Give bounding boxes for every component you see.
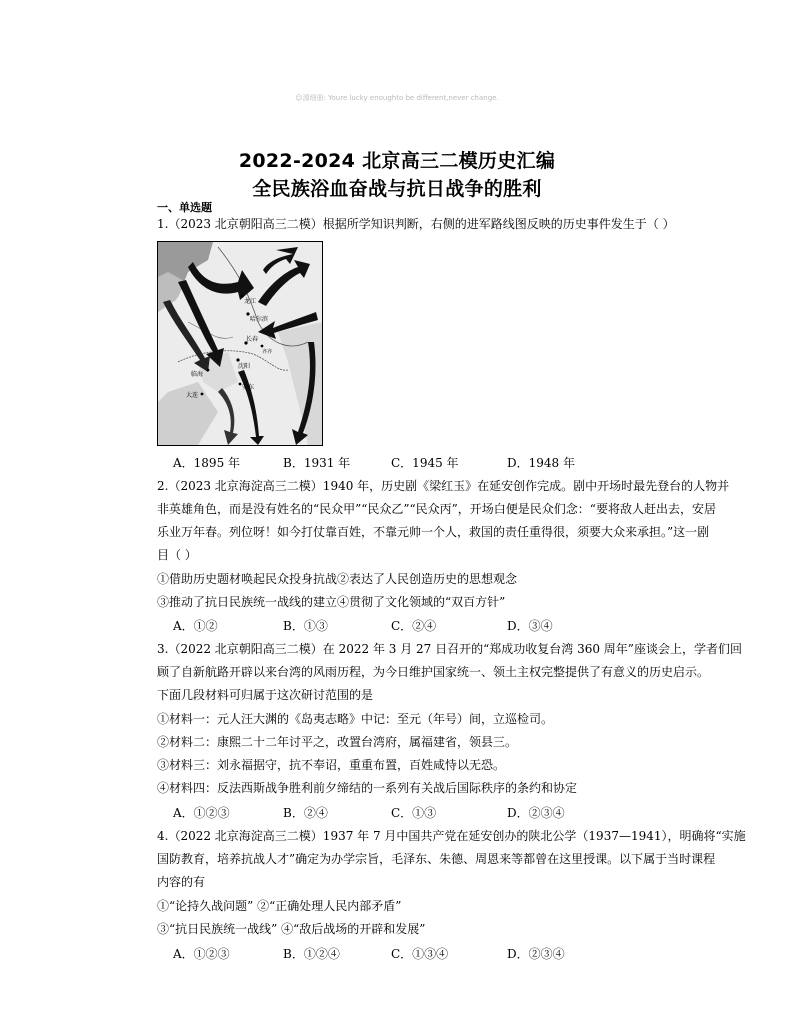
q3-stem-line: 顾了自新航路开辟以来台湾的风雨历程，为今日维护国家统一、领土主权完整提供了有意义的历史启示。 (157, 665, 710, 679)
q4-item-line: ③“抗日民族统一战线” ④“敌后战场的开辟和发展” (157, 922, 426, 936)
map-label: 龙江 (244, 298, 257, 305)
map-label: 安东 (242, 384, 255, 391)
option-a[interactable]: A．①② (173, 619, 218, 633)
option-d[interactable]: D．③④ (507, 619, 553, 633)
q3-item-line: ①材料一：元人汪大渊的《岛夷志略》中记：至元（年号）间，立巡检司。 (157, 712, 554, 726)
q2-stem-line: 非英雄角色，而是没有姓名的“民众甲”“民众乙”“民众丙”，开场白便是民众们念：“要将敌人赶出去，安居 (157, 502, 716, 516)
q3-item-line: ②材料二：康熙二十二年讨平之，改置台湾府，属福建省，领县三。 (157, 735, 518, 749)
option-c[interactable]: C．②④ (391, 619, 437, 633)
q2-stem-line: 乐业万年春。列位呀！如今打仗靠百姓，不靠元帅一个人，救国的责任重得很，须要大众来承担。”这一剧 (157, 525, 710, 539)
q2-stem-line: 2.（2023 北京海淀高三二模）1940 年，历史剧《梁红玉》在延安创作完成。剧中开场时最先登台的人物并 (157, 479, 730, 493)
map-image (158, 242, 322, 445)
map-label: 沈阳 (238, 363, 251, 370)
option-c[interactable]: C．1945 年 (391, 456, 459, 470)
option-a[interactable]: A．①②③ (173, 806, 230, 820)
page-title: 2022-2024 北京高三二模历史汇编 (238, 150, 556, 172)
q4-stem-line: 4.（2022 北京海淀高三二模）1937 年 7 月中国共产党在延安创办的陕北公学（1937—1941），明确将“实施 (157, 829, 746, 843)
map-label: 齐齐 (262, 349, 273, 355)
option-d[interactable]: D．②③④ (507, 947, 565, 961)
march-route-map (157, 241, 323, 446)
option-c[interactable]: C．①③ (391, 806, 437, 820)
option-d[interactable]: D．1948 年 (507, 456, 575, 470)
q2-stem-line: 目（ ） (157, 548, 197, 562)
watermark: ☺源细册: Youre lucky enoughto be different,never change. (295, 94, 499, 102)
q4-stem-line: 国防教育，培养抗战人才”确定为办学宗旨，毛泽东、朱德、周恩来等都曾在这里授课。以下属于当时课程 (157, 852, 716, 866)
option-a[interactable]: A．①②③ (173, 947, 230, 961)
q3-stem-line: 3.（2022 北京朝阳高三二模）在 2022 年 3 月 27 日召开的“郑成功收复台湾 360 周年”座谈会上，学者们回 (157, 642, 742, 656)
map-label: 长春 (246, 336, 259, 343)
q3-item-line: ③材料三：刘永福据守，抗不奉诏，重重布置，百姓咸恃以无恐。 (157, 758, 506, 772)
option-a[interactable]: A．1895 年 (173, 456, 241, 470)
q3-stem-line: 下面几段材料可归属于这次研讨范围的是 (157, 688, 374, 702)
map-label: 大连 (186, 392, 199, 399)
option-b[interactable]: B．②④ (283, 806, 328, 820)
option-b[interactable]: B．①②④ (283, 947, 340, 961)
map-label: 哈尔滨 (250, 316, 269, 323)
option-b[interactable]: B．1931 年 (283, 456, 351, 470)
section-heading: 一、单选题 (157, 201, 212, 214)
q1-stem: 1.（2023 北京朝阳高三二模）根据所学知识判断，右侧的进军路线图反映的历史事件发生于（ ） (157, 217, 675, 231)
map-label: 临海 (191, 371, 204, 378)
q2-item-line: ③推动了抗日民族统一战线的建立④贯彻了文化领域的“双百方针” (157, 595, 506, 609)
option-b[interactable]: B．①③ (283, 619, 328, 633)
page-subtitle: 全民族浴血奋战与抗日战争的胜利 (252, 178, 542, 200)
q4-item-line: ①“论持久战问题” ②“正确处理人民内部矛盾” (157, 899, 402, 913)
q4-stem-line: 内容的有 (157, 875, 206, 889)
option-c[interactable]: C．①③④ (391, 947, 449, 961)
q3-item-line: ④材料四：反法西斯战争胜利前夕缔结的一系列有关战后国际秩序的条约和协定 (157, 781, 578, 795)
q2-item-line: ①借助历史题材唤起民众投身抗战②表达了人民创造历史的思想观念 (157, 572, 518, 586)
option-d[interactable]: D．②③④ (507, 806, 565, 820)
